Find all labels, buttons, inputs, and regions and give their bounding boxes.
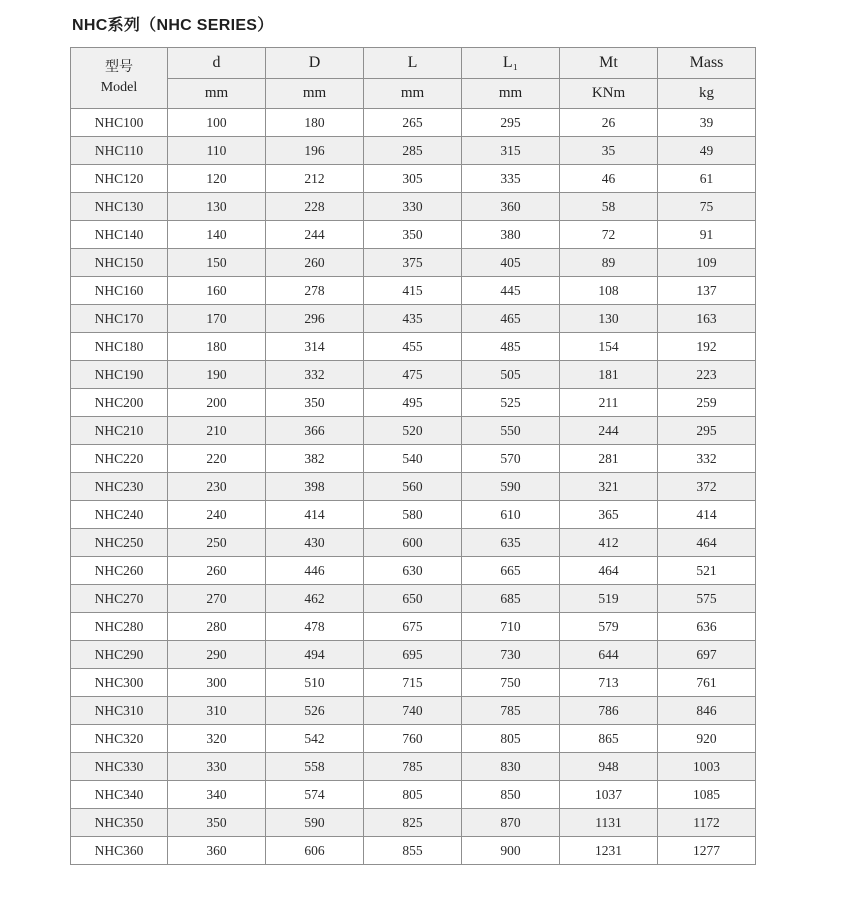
table-row <box>71 305 756 333</box>
column-header-D: D <box>266 48 364 79</box>
model-cell: NHC340 <box>71 781 168 809</box>
value-cell: 805 <box>364 781 462 809</box>
value-cell: 360 <box>462 193 560 221</box>
value-cell: 695 <box>364 641 462 669</box>
value-cell: 250 <box>168 529 266 557</box>
column-unit-Mass: kg <box>658 79 756 109</box>
model-cell: NHC110 <box>71 137 168 165</box>
table-row <box>71 361 756 389</box>
value-cell: 110 <box>168 137 266 165</box>
value-cell: 635 <box>462 529 560 557</box>
model-cell: NHC360 <box>71 837 168 865</box>
value-cell: 713 <box>560 669 658 697</box>
value-cell: 636 <box>658 613 756 641</box>
value-cell: 1085 <box>658 781 756 809</box>
value-cell: 330 <box>364 193 462 221</box>
value-cell: 1003 <box>658 753 756 781</box>
value-cell: 108 <box>560 277 658 305</box>
table-header <box>71 48 756 109</box>
value-cell: 575 <box>658 585 756 613</box>
value-cell: 610 <box>462 501 560 529</box>
value-cell: 730 <box>462 641 560 669</box>
value-cell: 350 <box>168 809 266 837</box>
value-cell: 644 <box>560 641 658 669</box>
value-cell: 715 <box>364 669 462 697</box>
value-cell: 948 <box>560 753 658 781</box>
value-cell: 100 <box>168 109 266 137</box>
table-row <box>71 249 756 277</box>
value-cell: 260 <box>266 249 364 277</box>
model-cell: NHC230 <box>71 473 168 501</box>
table-row <box>71 333 756 361</box>
value-cell: 300 <box>168 669 266 697</box>
column-header-Mass: Mass <box>658 48 756 79</box>
value-cell: 228 <box>266 193 364 221</box>
value-cell: 244 <box>560 417 658 445</box>
value-cell: 259 <box>658 389 756 417</box>
model-cell: NHC130 <box>71 193 168 221</box>
value-cell: 310 <box>168 697 266 725</box>
column-unit-D: mm <box>266 79 364 109</box>
value-cell: 600 <box>364 529 462 557</box>
value-cell: 697 <box>658 641 756 669</box>
value-cell: 412 <box>560 529 658 557</box>
table-row <box>71 501 756 529</box>
value-cell: 558 <box>266 753 364 781</box>
value-cell: 372 <box>658 473 756 501</box>
column-header-Mt: Mt <box>560 48 658 79</box>
value-cell: 212 <box>266 165 364 193</box>
value-cell: 540 <box>364 445 462 473</box>
value-cell: 163 <box>658 305 756 333</box>
value-cell: 285 <box>364 137 462 165</box>
value-cell: 630 <box>364 557 462 585</box>
value-cell: 154 <box>560 333 658 361</box>
model-cell: NHC290 <box>71 641 168 669</box>
value-cell: 350 <box>266 389 364 417</box>
value-cell: 296 <box>266 305 364 333</box>
value-cell: 315 <box>462 137 560 165</box>
value-cell: 590 <box>266 809 364 837</box>
value-cell: 130 <box>168 193 266 221</box>
value-cell: 580 <box>364 501 462 529</box>
value-cell: 290 <box>168 641 266 669</box>
model-cell: NHC180 <box>71 333 168 361</box>
value-cell: 574 <box>266 781 364 809</box>
value-cell: 150 <box>168 249 266 277</box>
value-cell: 560 <box>364 473 462 501</box>
value-cell: 240 <box>168 501 266 529</box>
value-cell: 160 <box>168 277 266 305</box>
value-cell: 430 <box>266 529 364 557</box>
value-cell: 295 <box>462 109 560 137</box>
value-cell: 137 <box>658 277 756 305</box>
model-cell: NHC100 <box>71 109 168 137</box>
table-row <box>71 585 756 613</box>
value-cell: 321 <box>560 473 658 501</box>
value-cell: 170 <box>168 305 266 333</box>
value-cell: 1231 <box>560 837 658 865</box>
model-cell: NHC200 <box>71 389 168 417</box>
value-cell: 590 <box>462 473 560 501</box>
value-cell: 360 <box>168 837 266 865</box>
value-cell: 332 <box>658 445 756 473</box>
value-cell: 519 <box>560 585 658 613</box>
page-title: NHC系列（NHC SERIES） <box>72 17 274 34</box>
model-cell: NHC310 <box>71 697 168 725</box>
value-cell: 26 <box>560 109 658 137</box>
value-cell: 550 <box>462 417 560 445</box>
table-row <box>71 557 756 585</box>
value-cell: 72 <box>560 221 658 249</box>
value-cell: 365 <box>560 501 658 529</box>
value-cell: 350 <box>364 221 462 249</box>
value-cell: 61 <box>658 165 756 193</box>
value-cell: 295 <box>658 417 756 445</box>
value-cell: 49 <box>658 137 756 165</box>
table-row <box>71 277 756 305</box>
table-row <box>71 473 756 501</box>
value-cell: 230 <box>168 473 266 501</box>
value-cell: 220 <box>168 445 266 473</box>
table-row <box>71 417 756 445</box>
model-cell: NHC170 <box>71 305 168 333</box>
header-row-names <box>71 48 756 79</box>
value-cell: 181 <box>560 361 658 389</box>
value-cell: 435 <box>364 305 462 333</box>
value-cell: 335 <box>462 165 560 193</box>
value-cell: 414 <box>658 501 756 529</box>
value-cell: 223 <box>658 361 756 389</box>
value-cell: 785 <box>364 753 462 781</box>
value-cell: 542 <box>266 725 364 753</box>
value-cell: 180 <box>168 333 266 361</box>
table-row <box>71 641 756 669</box>
model-cell: NHC350 <box>71 809 168 837</box>
value-cell: 280 <box>168 613 266 641</box>
table-row <box>71 193 756 221</box>
table-row <box>71 445 756 473</box>
value-cell: 786 <box>560 697 658 725</box>
value-cell: 650 <box>364 585 462 613</box>
value-cell: 398 <box>266 473 364 501</box>
value-cell: 520 <box>364 417 462 445</box>
table-row <box>71 697 756 725</box>
value-cell: 196 <box>266 137 364 165</box>
value-cell: 855 <box>364 837 462 865</box>
value-cell: 265 <box>364 109 462 137</box>
model-cell: NHC160 <box>71 277 168 305</box>
header-row-units <box>71 79 756 109</box>
value-cell: 675 <box>364 613 462 641</box>
value-cell: 478 <box>266 613 364 641</box>
value-cell: 281 <box>560 445 658 473</box>
value-cell: 330 <box>168 753 266 781</box>
model-cell: NHC220 <box>71 445 168 473</box>
value-cell: 464 <box>658 529 756 557</box>
table-row <box>71 725 756 753</box>
value-cell: 89 <box>560 249 658 277</box>
model-cell: NHC260 <box>71 557 168 585</box>
value-cell: 380 <box>462 221 560 249</box>
value-cell: 920 <box>658 725 756 753</box>
value-cell: 526 <box>266 697 364 725</box>
table-row <box>71 613 756 641</box>
value-cell: 494 <box>266 641 364 669</box>
value-cell: 91 <box>658 221 756 249</box>
value-cell: 455 <box>364 333 462 361</box>
value-cell: 870 <box>462 809 560 837</box>
table-row <box>71 809 756 837</box>
model-cell: NHC320 <box>71 725 168 753</box>
value-cell: 761 <box>658 669 756 697</box>
model-cell: NHC300 <box>71 669 168 697</box>
model-cell: NHC150 <box>71 249 168 277</box>
value-cell: 1131 <box>560 809 658 837</box>
value-cell: 1277 <box>658 837 756 865</box>
column-unit-L: mm <box>364 79 462 109</box>
value-cell: 192 <box>658 333 756 361</box>
value-cell: 606 <box>266 837 364 865</box>
value-cell: 305 <box>364 165 462 193</box>
table-row <box>71 165 756 193</box>
value-cell: 210 <box>168 417 266 445</box>
value-cell: 510 <box>266 669 364 697</box>
value-cell: 830 <box>462 753 560 781</box>
column-header-L1: L₁ <box>462 48 560 79</box>
value-cell: 270 <box>168 585 266 613</box>
table-row <box>71 753 756 781</box>
value-cell: 760 <box>364 725 462 753</box>
value-cell: 1172 <box>658 809 756 837</box>
value-cell: 665 <box>462 557 560 585</box>
nhc-series-table <box>70 47 756 865</box>
value-cell: 140 <box>168 221 266 249</box>
model-cell: NHC190 <box>71 361 168 389</box>
value-cell: 1037 <box>560 781 658 809</box>
value-cell: 211 <box>560 389 658 417</box>
model-cell: NHC140 <box>71 221 168 249</box>
value-cell: 244 <box>266 221 364 249</box>
table-row <box>71 221 756 249</box>
value-cell: 130 <box>560 305 658 333</box>
value-cell: 825 <box>364 809 462 837</box>
value-cell: 865 <box>560 725 658 753</box>
table-row <box>71 837 756 865</box>
table-body <box>71 109 756 865</box>
value-cell: 850 <box>462 781 560 809</box>
value-cell: 46 <box>560 165 658 193</box>
value-cell: 75 <box>658 193 756 221</box>
value-cell: 382 <box>266 445 364 473</box>
value-cell: 495 <box>364 389 462 417</box>
value-cell: 579 <box>560 613 658 641</box>
value-cell: 740 <box>364 697 462 725</box>
column-header-d: d <box>168 48 266 79</box>
column-unit-Mt: KNm <box>560 79 658 109</box>
value-cell: 710 <box>462 613 560 641</box>
value-cell: 415 <box>364 277 462 305</box>
table-row <box>71 529 756 557</box>
value-cell: 320 <box>168 725 266 753</box>
value-cell: 39 <box>658 109 756 137</box>
value-cell: 414 <box>266 501 364 529</box>
value-cell: 685 <box>462 585 560 613</box>
column-header-L: L <box>364 48 462 79</box>
column-unit-L1: mm <box>462 79 560 109</box>
table-row <box>71 669 756 697</box>
value-cell: 278 <box>266 277 364 305</box>
value-cell: 200 <box>168 389 266 417</box>
value-cell: 505 <box>462 361 560 389</box>
value-cell: 570 <box>462 445 560 473</box>
table-row <box>71 781 756 809</box>
value-cell: 190 <box>168 361 266 389</box>
value-cell: 446 <box>266 557 364 585</box>
model-cell: NHC120 <box>71 165 168 193</box>
model-cell: NHC210 <box>71 417 168 445</box>
value-cell: 521 <box>658 557 756 585</box>
value-cell: 405 <box>462 249 560 277</box>
value-cell: 475 <box>364 361 462 389</box>
model-cell: NHC250 <box>71 529 168 557</box>
value-cell: 464 <box>560 557 658 585</box>
value-cell: 805 <box>462 725 560 753</box>
value-cell: 366 <box>266 417 364 445</box>
table-row <box>71 137 756 165</box>
model-label-en: Model <box>100 80 138 95</box>
value-cell: 445 <box>462 277 560 305</box>
table-row <box>71 109 756 137</box>
value-cell: 465 <box>462 305 560 333</box>
value-cell: 846 <box>658 697 756 725</box>
column-unit-d: mm <box>168 79 266 109</box>
value-cell: 58 <box>560 193 658 221</box>
value-cell: 900 <box>462 837 560 865</box>
value-cell: 260 <box>168 557 266 585</box>
value-cell: 750 <box>462 669 560 697</box>
value-cell: 525 <box>462 389 560 417</box>
value-cell: 314 <box>266 333 364 361</box>
value-cell: 375 <box>364 249 462 277</box>
model-label-cn: 型号 <box>105 60 133 76</box>
model-cell: NHC280 <box>71 613 168 641</box>
value-cell: 109 <box>658 249 756 277</box>
value-cell: 332 <box>266 361 364 389</box>
model-cell: NHC330 <box>71 753 168 781</box>
value-cell: 785 <box>462 697 560 725</box>
value-cell: 180 <box>266 109 364 137</box>
value-cell: 35 <box>560 137 658 165</box>
table-row <box>71 389 756 417</box>
value-cell: 462 <box>266 585 364 613</box>
model-cell: NHC270 <box>71 585 168 613</box>
model-header-cell <box>71 48 168 109</box>
value-cell: 340 <box>168 781 266 809</box>
model-cell: NHC240 <box>71 501 168 529</box>
value-cell: 485 <box>462 333 560 361</box>
value-cell: 120 <box>168 165 266 193</box>
